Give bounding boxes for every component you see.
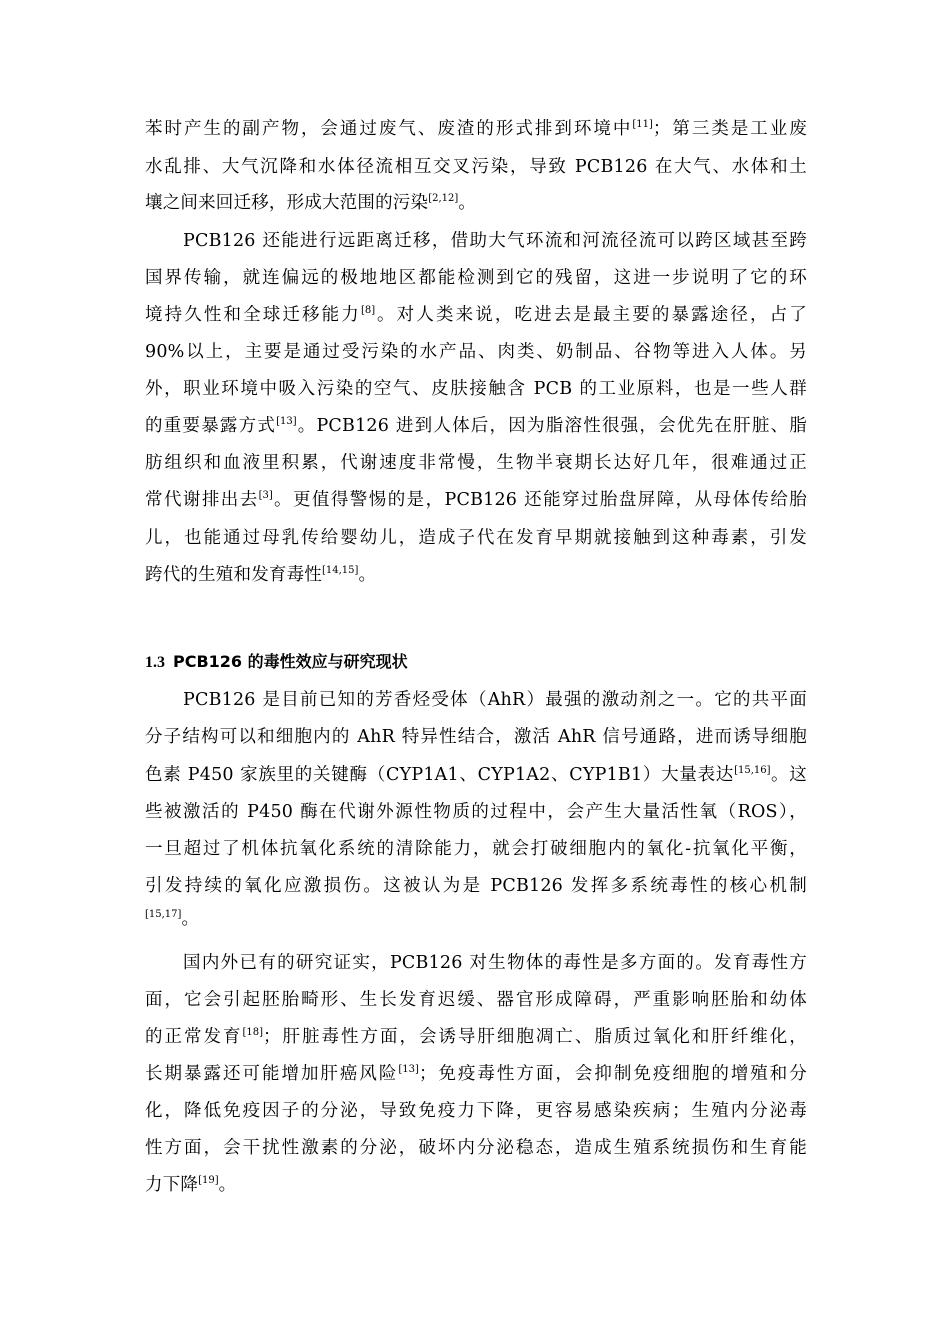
citation: [14,15] <box>322 565 359 576</box>
text-run: 。 <box>458 193 476 213</box>
text-line <box>183 688 807 712</box>
text-run: 肪组织和血液里积累，代谢速度非常慢，生物半衰期长达好几年，很难通过正 <box>145 453 807 473</box>
section-number: 1.3 <box>145 654 165 671</box>
citation: [13] <box>398 1064 419 1075</box>
citation: [2,12] <box>428 193 459 204</box>
text-run: 。 <box>181 909 200 929</box>
text-line <box>145 763 807 787</box>
text-line <box>145 526 807 550</box>
text-line <box>145 266 807 290</box>
text-run: 性方面，会干扰性激素的分泌，破坏内分泌稳态，造成生殖系统损伤和生育能 <box>145 1138 807 1158</box>
text-line <box>145 191 807 215</box>
text-run: 国内外已有的研究证实，PCB126 对生物体的毒性是多方面的。发育毒性方 <box>183 953 807 973</box>
text-line <box>145 340 807 364</box>
text-run: 水乱排、大气沉降和水体径流相互交叉污染，导致 PCB126 在大气、水体和土 <box>145 157 807 177</box>
text-run: 化，降低免疫因子的分泌，导致免疫力下降，更容易感染疾病；生殖内分泌毒 <box>145 1101 807 1121</box>
text-line <box>145 451 807 475</box>
text-run: 。 <box>218 1175 237 1195</box>
text-line <box>145 837 807 861</box>
text-run: 。PCB126 进到人体后，因为脂溶性很强，会优先在肝脏、脂 <box>296 416 807 436</box>
text-run: 面，它会引起胚胎畸形、生长发育迟缓、器官形成障碍，严重影响胚胎和幼体 <box>145 990 807 1010</box>
text-line <box>183 951 807 975</box>
text-run: 长期暴露还可能增加肝癌风险 <box>145 1064 399 1084</box>
text-run: PCB126 是目前已知的芳香烃受体（AhR）最强的激动剂之一。它的共平面 <box>183 690 807 710</box>
text-run: 90%以上，主要是通过受污染的水产品、肉类、奶制品、谷物等进入人体。另 <box>145 342 807 362</box>
citation: [13] <box>276 416 297 427</box>
text-run: ；免疫毒性方面，会抑制免疫细胞的增殖和分 <box>418 1064 807 1084</box>
text-run: 。更值得警惕的是，PCB126 还能穿过胎盘屏障，从母体传给胎 <box>272 490 807 510</box>
text-line <box>145 1062 807 1086</box>
text-run: 色素 P450 家族里的关键酶（CYP1A1、CYP1A2、CYP1B1）大量表达 <box>145 765 735 785</box>
text-run: 分子结构可以和细胞内的 AhR 特异性结合，激活 AhR 信号通路，进而诱导细胞 <box>145 727 807 747</box>
text-run: 外，职业环境中吸入污染的空气、皮肤接触含 PCB 的工业原料，也是一些人群 <box>145 379 807 399</box>
text-run: 一旦超过了机体抗氧化系统的清除能力，就会打破细胞内的氧化-抗氧化平衡， <box>145 839 807 859</box>
text-run: 。 <box>358 565 377 585</box>
text-run: 。这 <box>770 765 807 785</box>
text-run: 境持久性和全球迁移能力 <box>145 305 361 325</box>
text-run: 些被激活的 P450 酶在代谢外源性物质的过程中，会产生大量活性氧（ROS）， <box>145 802 807 822</box>
text-line <box>145 988 807 1012</box>
section-title: PCB126 的毒性效应与研究现状 <box>173 652 408 671</box>
text-line <box>145 874 807 898</box>
citation: [15,16] <box>734 765 771 776</box>
citation: [11] <box>632 119 653 130</box>
text-run: 力下降 <box>145 1175 199 1195</box>
text-line <box>145 563 807 587</box>
text-run: 常代谢排出去 <box>145 490 259 510</box>
text-line <box>145 488 807 512</box>
text-line <box>145 377 807 401</box>
text-line <box>145 414 807 438</box>
text-run: PCB126 还能进行远距离迁移，借助大气环流和河流径流可以跨区域甚至跨 <box>183 231 807 251</box>
text-run: 壤之间来回迁移，形成大范围的污染 <box>145 193 429 213</box>
text-run: 跨代的生殖和发育毒性 <box>145 565 322 585</box>
text-line <box>145 1136 807 1160</box>
text-run: 引发持续的氧化应激损伤。这被认为是 PCB126 发挥多系统毒性的核心机制 <box>145 876 807 896</box>
section-heading <box>145 650 408 675</box>
text-line <box>145 907 807 931</box>
text-run: 国界传输，就连偏远的极地地区都能检测到它的残留，这进一步说明了它的环 <box>145 268 807 288</box>
citation: [18] <box>242 1027 263 1038</box>
text-run: 苯时产生的副产物，会通过废气、废渣的形式排到环境中 <box>145 119 633 139</box>
text-line <box>145 725 807 749</box>
text-run: 的重要暴露方式 <box>145 416 277 436</box>
text-line <box>183 229 807 253</box>
citation: [3] <box>258 490 273 501</box>
text-line <box>145 117 807 141</box>
citation: [8] <box>360 305 376 316</box>
text-run: 。对人类来说，吃进去是最主要的暴露途径，占了 <box>375 305 808 325</box>
text-run: ；第三类是工业废 <box>652 119 807 139</box>
text-line <box>145 1099 807 1123</box>
text-line <box>145 1173 807 1197</box>
citation: [19] <box>198 1175 219 1186</box>
text-run: 的正常发育 <box>145 1027 243 1047</box>
text-line <box>145 155 807 179</box>
citation: [15,17] <box>145 909 182 920</box>
text-run: 儿，也能通过母乳传给婴幼儿，造成子代在发育早期就接触到这种毒素，引发 <box>145 528 807 548</box>
text-line <box>145 800 807 824</box>
text-run: ；肝脏毒性方面，会诱导肝细胞凋亡、脂质过氧化和肝纤维化， <box>263 1027 807 1047</box>
text-line <box>145 303 807 327</box>
text-line <box>145 1025 807 1049</box>
